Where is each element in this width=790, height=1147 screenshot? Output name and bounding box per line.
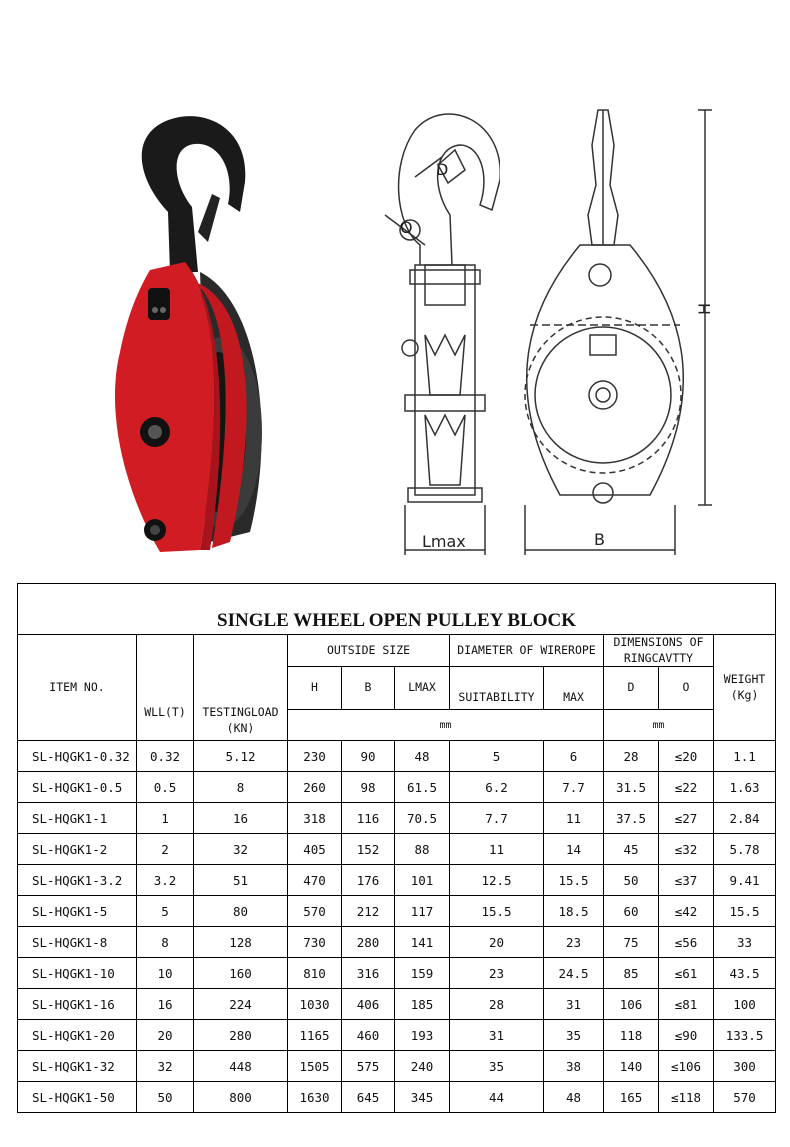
table-row: [18, 803, 776, 834]
cell-item-no: SL-HQGK1-32: [18, 1051, 137, 1082]
dim-label-o: O: [400, 218, 413, 237]
cell-weight: 1.63: [714, 772, 776, 803]
cell-weight: 5.78: [714, 834, 776, 865]
cell-h: 1030: [288, 989, 342, 1020]
cell-h: 230: [288, 741, 342, 772]
cell-wll: 10: [137, 958, 194, 989]
cell-o: ≤20: [659, 741, 714, 772]
cell-weight: 570: [714, 1082, 776, 1113]
cell-h: 470: [288, 865, 342, 896]
header-h: H: [288, 667, 342, 710]
cell-b: 575: [342, 1051, 395, 1082]
cell-lmax: 70.5: [395, 803, 450, 834]
cell-weight: 300: [714, 1051, 776, 1082]
header-lmax: LMAX: [395, 667, 450, 710]
cell-lmax: 345: [395, 1082, 450, 1113]
header-item-no: ITEM NO.: [18, 635, 137, 741]
cell-item-no: SL-HQGK1-0.5: [18, 772, 137, 803]
cell-item-no: SL-HQGK1-5: [18, 896, 137, 927]
dim-label-lmax: Lmax: [422, 532, 466, 551]
cell-max: 24.5: [544, 958, 604, 989]
cell-o: ≤118: [659, 1082, 714, 1113]
cell-h: 570: [288, 896, 342, 927]
cell-wll: 50: [137, 1082, 194, 1113]
cell-max: 31: [544, 989, 604, 1020]
spec-table: [17, 583, 776, 1113]
table-row: [18, 772, 776, 803]
cell-wll: 3.2: [137, 865, 194, 896]
cell-wll: 0.32: [137, 741, 194, 772]
spec-table-body: [18, 741, 776, 1113]
header-testingload: TESTINGLOAD (KN): [194, 635, 288, 741]
header-wll: WLL(T): [137, 635, 194, 741]
cell-d: 118: [604, 1020, 659, 1051]
header-d: D: [604, 667, 659, 710]
cell-o: ≤61: [659, 958, 714, 989]
cell-suitability: 15.5: [450, 896, 544, 927]
cell-testingload: 5.12: [194, 741, 288, 772]
cell-wll: 2: [137, 834, 194, 865]
cell-testingload: 800: [194, 1082, 288, 1113]
cell-d: 85: [604, 958, 659, 989]
cell-b: 98: [342, 772, 395, 803]
cell-item-no: SL-HQGK1-50: [18, 1082, 137, 1113]
cell-max: 14: [544, 834, 604, 865]
cell-weight: 1.1: [714, 741, 776, 772]
cell-b: 645: [342, 1082, 395, 1113]
header-o: O: [659, 667, 714, 710]
cell-testingload: 16: [194, 803, 288, 834]
cell-item-no: SL-HQGK1-3.2: [18, 865, 137, 896]
cell-o: ≤32: [659, 834, 714, 865]
cell-b: 280: [342, 927, 395, 958]
cell-weight: 9.41: [714, 865, 776, 896]
cell-item-no: SL-HQGK1-2: [18, 834, 137, 865]
cell-wll: 1: [137, 803, 194, 834]
dim-label-d: D: [436, 160, 449, 179]
cell-suitability: 7.7: [450, 803, 544, 834]
cell-suitability: 11: [450, 834, 544, 865]
cell-suitability: 6.2: [450, 772, 544, 803]
cell-suitability: 44: [450, 1082, 544, 1113]
cell-h: 318: [288, 803, 342, 834]
cell-max: 48: [544, 1082, 604, 1113]
table-row: [18, 927, 776, 958]
cell-max: 38: [544, 1051, 604, 1082]
cell-b: 116: [342, 803, 395, 834]
cell-h: 1505: [288, 1051, 342, 1082]
cell-weight: 33: [714, 927, 776, 958]
cell-testingload: 80: [194, 896, 288, 927]
table-row: [18, 1020, 776, 1051]
cell-o: ≤27: [659, 803, 714, 834]
cell-wll: 32: [137, 1051, 194, 1082]
cell-b: 460: [342, 1020, 395, 1051]
table-row: [18, 865, 776, 896]
table-title: SINGLE WHEEL OPEN PULLEY BLOCK: [18, 584, 776, 635]
cell-testingload: 160: [194, 958, 288, 989]
cell-o: ≤106: [659, 1051, 714, 1082]
cell-suitability: 20: [450, 927, 544, 958]
header-suitability: SUITABILITY: [450, 667, 544, 710]
cell-testingload: 224: [194, 989, 288, 1020]
cell-suitability: 28: [450, 989, 544, 1020]
cell-wll: 8: [137, 927, 194, 958]
cell-weight: 133.5: [714, 1020, 776, 1051]
cell-d: 60: [604, 896, 659, 927]
cell-d: 45: [604, 834, 659, 865]
header-weight: WEIGHT (Kg): [714, 635, 776, 741]
cell-testingload: 51: [194, 865, 288, 896]
cell-suitability: 12.5: [450, 865, 544, 896]
unit-mm-size: mm: [288, 710, 604, 741]
cell-h: 810: [288, 958, 342, 989]
pulley-block-photo: [100, 112, 290, 562]
front-view-drawing: [510, 105, 730, 565]
cell-lmax: 101: [395, 865, 450, 896]
cell-d: 28: [604, 741, 659, 772]
cell-lmax: 185: [395, 989, 450, 1020]
cell-wll: 16: [137, 989, 194, 1020]
table-row: [18, 834, 776, 865]
cell-testingload: 280: [194, 1020, 288, 1051]
cell-lmax: 61.5: [395, 772, 450, 803]
cell-suitability: 35: [450, 1051, 544, 1082]
cell-o: ≤22: [659, 772, 714, 803]
table-row: [18, 1082, 776, 1113]
cell-lmax: 88: [395, 834, 450, 865]
cell-h: 730: [288, 927, 342, 958]
cell-testingload: 8: [194, 772, 288, 803]
cell-wll: 5: [137, 896, 194, 927]
cell-max: 15.5: [544, 865, 604, 896]
cell-wll: 0.5: [137, 772, 194, 803]
cell-o: ≤37: [659, 865, 714, 896]
cell-testingload: 128: [194, 927, 288, 958]
dim-label-b: B: [594, 530, 605, 549]
cell-lmax: 240: [395, 1051, 450, 1082]
cell-lmax: 117: [395, 896, 450, 927]
cell-testingload: 448: [194, 1051, 288, 1082]
cell-h: 1165: [288, 1020, 342, 1051]
cell-lmax: 48: [395, 741, 450, 772]
header-b: B: [342, 667, 395, 710]
cell-b: 212: [342, 896, 395, 927]
cell-wll: 20: [137, 1020, 194, 1051]
cell-weight: 100: [714, 989, 776, 1020]
cell-item-no: SL-HQGK1-1: [18, 803, 137, 834]
cell-b: 176: [342, 865, 395, 896]
cell-weight: 15.5: [714, 896, 776, 927]
cell-max: 7.7: [544, 772, 604, 803]
cell-b: 406: [342, 989, 395, 1020]
table-row: [18, 741, 776, 772]
cell-o: ≤81: [659, 989, 714, 1020]
cell-suitability: 5: [450, 741, 544, 772]
cell-weight: 43.5: [714, 958, 776, 989]
cell-max: 23: [544, 927, 604, 958]
cell-item-no: SL-HQGK1-8: [18, 927, 137, 958]
cell-lmax: 159: [395, 958, 450, 989]
dim-label-h: H: [695, 302, 714, 315]
cell-item-no: SL-HQGK1-20: [18, 1020, 137, 1051]
cell-b: 152: [342, 834, 395, 865]
cell-b: 90: [342, 741, 395, 772]
table-row: [18, 896, 776, 927]
cell-o: ≤56: [659, 927, 714, 958]
table-row: [18, 989, 776, 1020]
cell-d: 37.5: [604, 803, 659, 834]
header-dimensions-of-ringcavity: DIMENSIONS OF RINGCAVTTY: [604, 635, 714, 667]
cell-h: 405: [288, 834, 342, 865]
cell-item-no: SL-HQGK1-10: [18, 958, 137, 989]
cell-d: 106: [604, 989, 659, 1020]
header-outside-size: OUTSIDE SIZE: [288, 635, 450, 667]
cell-lmax: 193: [395, 1020, 450, 1051]
cell-d: 50: [604, 865, 659, 896]
header-max: MAX: [544, 667, 604, 710]
cell-suitability: 23: [450, 958, 544, 989]
table-row: [18, 1051, 776, 1082]
cell-item-no: SL-HQGK1-16: [18, 989, 137, 1020]
side-view-drawing: [380, 105, 500, 565]
unit-mm-ring: mm: [604, 710, 714, 741]
cell-d: 31.5: [604, 772, 659, 803]
cell-max: 18.5: [544, 896, 604, 927]
cell-b: 316: [342, 958, 395, 989]
cell-lmax: 141: [395, 927, 450, 958]
cell-o: ≤90: [659, 1020, 714, 1051]
cell-weight: 2.84: [714, 803, 776, 834]
cell-item-no: SL-HQGK1-0.32: [18, 741, 137, 772]
cell-max: 35: [544, 1020, 604, 1051]
cell-d: 165: [604, 1082, 659, 1113]
header-diameter-of-wirerope: DIAMETER OF WIREROPE: [450, 635, 604, 667]
table-row: [18, 958, 776, 989]
hook: [142, 116, 246, 272]
cell-o: ≤42: [659, 896, 714, 927]
cell-max: 6: [544, 741, 604, 772]
cell-max: 11: [544, 803, 604, 834]
cell-d: 140: [604, 1051, 659, 1082]
cell-suitability: 31: [450, 1020, 544, 1051]
cell-h: 260: [288, 772, 342, 803]
cell-testingload: 32: [194, 834, 288, 865]
cell-d: 75: [604, 927, 659, 958]
cell-h: 1630: [288, 1082, 342, 1113]
